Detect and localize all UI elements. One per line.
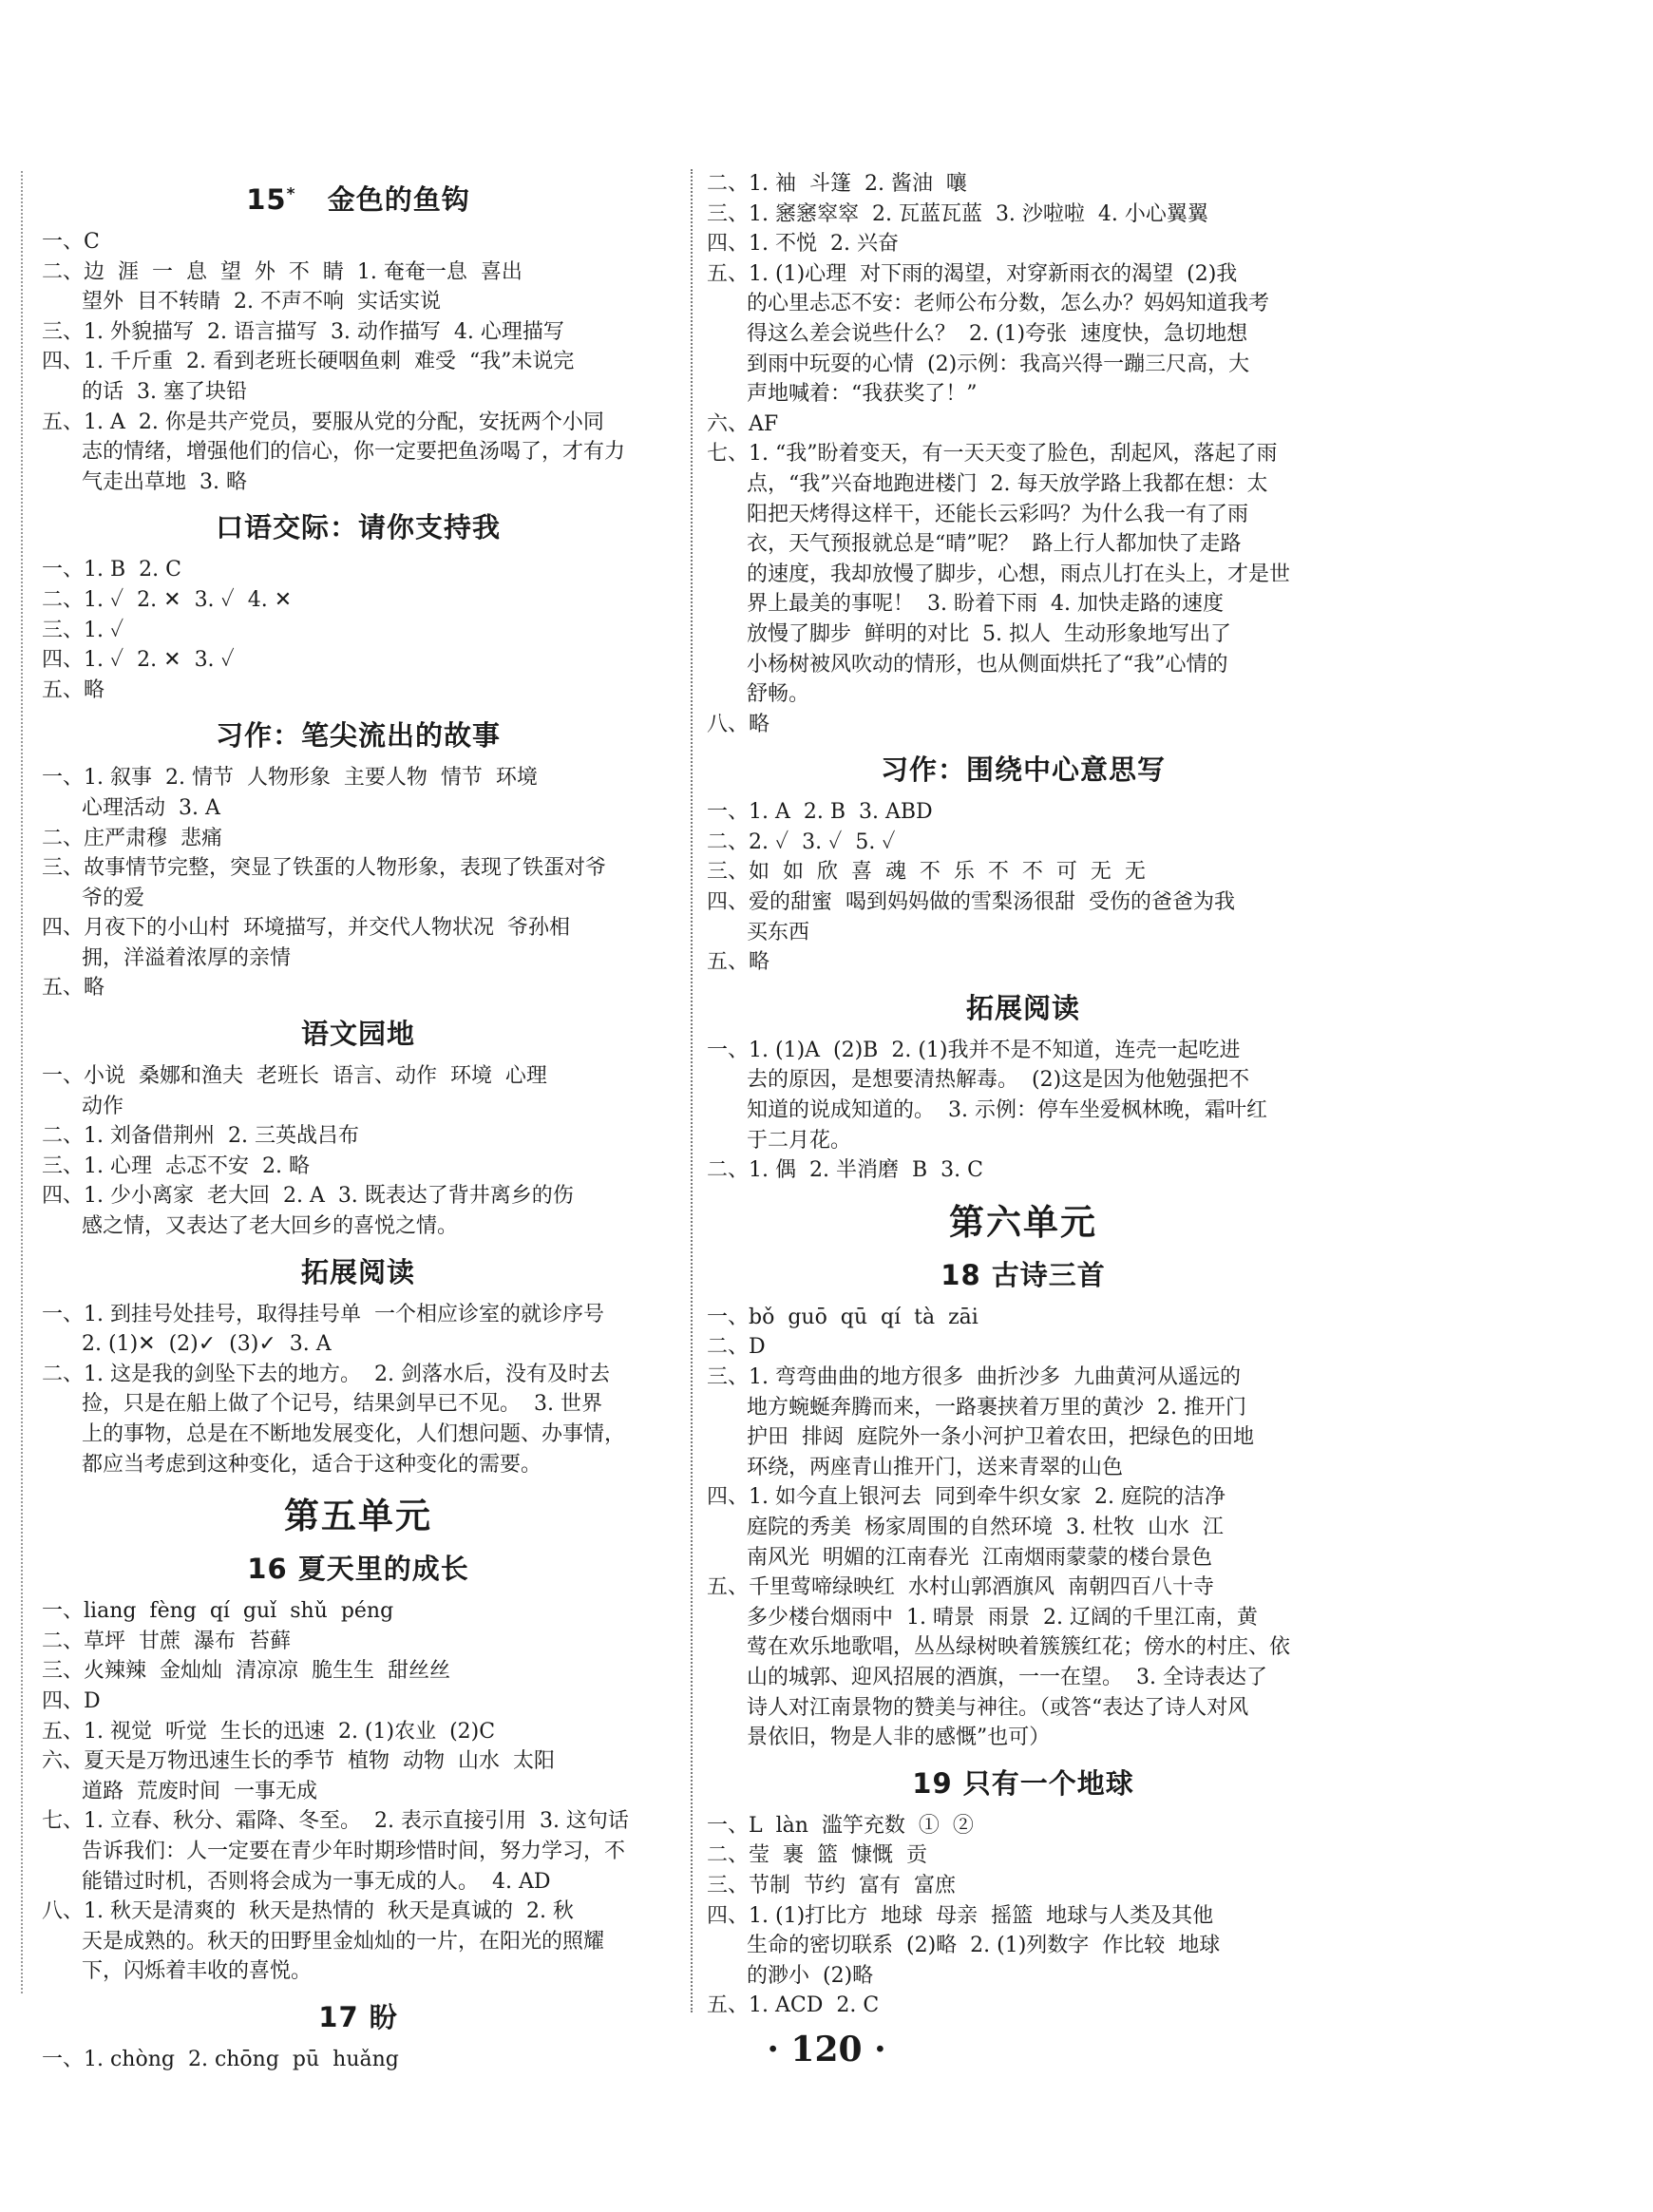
answer-line-continued: 到雨中玩耍的心情 (2)示例：我高兴得一蹦三尺高，大	[747, 352, 1250, 376]
answer-line: 三、节制 节约 富有 富庶	[707, 1873, 956, 1897]
answer-line-continued: 南风光 明媚的江南春光 江南烟雨蒙蒙的楼台景色	[747, 1545, 1212, 1570]
answer-line-continued: 的心里忐忑不安：老师公布分数，怎么办？妈妈知道我考	[747, 292, 1270, 316]
answer-line-continued: 告诉我们：人一定要在青少年时期珍惜时间，努力学习，不	[82, 1839, 626, 1863]
section-heading	[707, 987, 1340, 1026]
answer-line-continued: 都应当考虑到这种变化，适合于这种变化的需要。	[82, 1452, 542, 1477]
answer-line: 二、边 涯 一 息 望 外 不 睛 1. 奄奄一息 喜出	[42, 259, 522, 284]
answer-line: 八、1. 秋天是清爽的 秋天是热情的 秋天是真诚的 2. 秋	[42, 1899, 574, 1924]
answer-line: 二、D	[707, 1335, 766, 1360]
answer-line: 八、略	[707, 712, 770, 736]
section-heading-text: 15	[246, 183, 287, 216]
answer-line-continued: 气走出草地 3. 略	[82, 469, 247, 494]
answer-line-continued: 拥，洋溢着浓厚的亲情	[82, 945, 292, 970]
answer-line: 三、1. 弯弯曲曲的地方很多 曲折沙多 九曲黄河从遥远的	[707, 1365, 1241, 1389]
answer-line: 二、1. 袖 斗篷 2. 酱油 嚷	[707, 172, 967, 196]
answer-line-continued: 诗人对江南景物的赞美与神往。（或答“表达了诗人对风	[747, 1695, 1249, 1720]
answer-line-continued: 动作	[82, 1094, 124, 1118]
answer-line: 七、1. “我”盼着变天，有一天天变了脸色，刮起风，落起了雨	[707, 442, 1278, 467]
answer-line: 一、1. B 2. C	[42, 558, 181, 582]
answer-line-continued: 小杨树被风吹动的情形，也从侧面烘托了“我”心情的	[747, 652, 1228, 677]
section-heading-text: 拓展阅读	[300, 1255, 415, 1288]
answer-line: 一、C	[42, 230, 100, 254]
section-heading	[707, 1763, 1340, 1802]
answer-line: 四、1. 不悦 2. 兴奋	[707, 232, 899, 257]
section-heading	[42, 715, 674, 753]
answer-line-continued: 的速度，我却放慢了脚步，心想，雨点儿打在头上，才是世	[747, 562, 1291, 586]
answer-line: 六、夏天是万物迅速生长的季节 植物 动物 山水 太阳	[42, 1749, 555, 1774]
answer-line: 四、月夜下的小山村 环境描写，并交代人物状况 爷孙相	[42, 916, 570, 941]
answer-line-continued: 2. (1)✕ (2)✓ (3)✓ 3. A	[82, 1332, 332, 1357]
section-heading-text: 习作：围绕中心意思写	[880, 753, 1166, 787]
answer-line-continued: 上的事物，总是在不断地发展变化，人们想问题、办事情，	[82, 1422, 626, 1446]
answer-line-continued: 山的城郭、迎风招展的酒旗，一一在望。 3. 全诗表达了	[747, 1665, 1267, 1689]
answer-line: 一、1. (1)A (2)B 2. (1)我并不是不知道，连壳一起吃进	[707, 1038, 1241, 1062]
section-heading	[42, 506, 674, 545]
answer-line-continued: 舒畅。	[747, 682, 810, 707]
answer-line-continued: 感之情，又表达了老大回乡的喜悦之情。	[82, 1214, 459, 1239]
answer-line-continued: 环绕，两座青山推开门，送来青翠的山色	[747, 1455, 1124, 1479]
answer-line-continued: 衣，天气预报就总是“晴”呢？ 路上行人都加快了走路	[747, 532, 1242, 557]
answer-line: 七、1. 立春、秋分、霜降、冬至。 2. 表示直接引用 3. 这句话	[42, 1809, 629, 1834]
answer-line-continued: 阳把天烤得这样干，还能长云彩吗？为什么我一有了雨	[747, 502, 1249, 526]
answer-line: 五、1. A 2. 你是共产党员，要服从党的分配，安抚两个小同	[42, 410, 604, 434]
answer-line: 四、1. (1)打比方 地球 母亲 摇篮 地球与人类及其他	[707, 1903, 1214, 1928]
answer-line-continued: 于二月花。	[747, 1128, 852, 1153]
answer-line: 一、1. chòng 2. chōng pū huǎng	[42, 2047, 399, 2071]
answer-line: 五、1. ACD 2. C	[707, 1993, 880, 2018]
answer-line-continued: 界上最美的事呢！ 3. 盼着下雨 4. 加快走路的速度	[747, 592, 1224, 617]
column-divider	[691, 169, 693, 2012]
page-number: · 120 ·	[767, 2030, 886, 2069]
section-heading-text: 16 夏天里的成长	[247, 1553, 469, 1586]
answer-line: 三、故事情节完整，突显了铁蛋的人物形象，表现了铁蛋对爷	[42, 856, 607, 881]
heading-superscript: *	[286, 184, 296, 204]
section-heading-text: 18 古诗三首	[940, 1258, 1106, 1291]
section-heading-text: 拓展阅读	[965, 991, 1080, 1024]
answer-line-continued: 景依旧，物是人非的感慨”也可）	[747, 1726, 1051, 1750]
answer-line: 五、1. 视觉 听觉 生长的迅速 2. (1)农业 (2)C	[42, 1719, 496, 1744]
answer-line: 四、1. 少小离家 老大回 2. A 3. 既表达了背井离乡的伤	[42, 1184, 574, 1209]
answer-line: 二、莹 裹 篮 慷慨 贡	[707, 1843, 927, 1868]
answer-line: 三、1. ✓	[42, 618, 124, 642]
answer-line: 二、草坪 甘蔗 瀑布 苔藓	[42, 1629, 291, 1653]
answer-line: 一、1. A 2. B 3. ABD	[707, 800, 933, 825]
section-heading	[707, 1254, 1340, 1293]
left-column	[42, 169, 674, 2075]
section-heading-text: 语文园地	[300, 1018, 415, 1051]
section-heading-text: 19 只有一个地球	[912, 1766, 1134, 1800]
answer-line-continued: 志的情绪，增强他们的信心，你一定要把鱼汤喝了，才有力	[82, 440, 626, 465]
right-column	[707, 169, 1340, 2021]
answer-line: 二、庄严肃穆 悲痛	[42, 826, 222, 850]
section-heading	[42, 1251, 674, 1290]
section-heading-text: 习作：笔尖流出的故事	[215, 719, 501, 753]
answer-line: 五、千里莺啼绿映红 水村山郭酒旗风 南朝四百八十寺	[707, 1575, 1214, 1600]
section-heading	[42, 1013, 674, 1052]
answer-line: 一、1. 叙事 2. 情节 人物形象 主要人物 情节 环境	[42, 766, 538, 791]
answer-line-continued: 去的原因，是想要清热解毒。 (2)这是因为他勉强把不	[747, 1068, 1250, 1093]
answer-line: 四、爱的甜蜜 喝到妈妈做的雪梨汤很甜 受伤的爸爸为我	[707, 890, 1235, 915]
answer-line-continued: 放慢了脚步 鲜明的对比 5. 拟人 生动形象地写出了	[747, 621, 1231, 646]
answer-line-continued: 多少楼台烟雨中 1. 晴景 雨景 2. 辽阔的千里江南，黄	[747, 1605, 1258, 1630]
answer-line-continued: 护田 排闼 庭院外一条小河护卫着农田，把绿色的田地	[747, 1425, 1254, 1450]
answer-line: 五、略	[707, 950, 770, 975]
section-heading-text: 口语交际：请你支持我	[215, 511, 501, 544]
answer-line: 五、略	[42, 677, 105, 702]
answer-line: 一、liang fèng qí guǐ shǔ péng	[42, 1599, 394, 1624]
answer-line-continued: 的渺小 (2)略	[747, 1963, 874, 1988]
answer-line-continued: 得这么差会说些什么？ 2. (1)夸张 速度快，急切地想	[747, 321, 1248, 346]
answer-line-continued: 声地喊着：“我获奖了！”	[747, 382, 978, 407]
answer-line-continued: 点，“我”兴奋地跑进楼门 2. 每天放学路上我都在想：太	[747, 471, 1268, 496]
answer-line: 二、1. ✓ 2. ✕ 3. ✓ 4. ✕	[42, 587, 293, 612]
answer-line-continued: 捡，只是在船上做了个记号，结果剑早已不见。 3. 世界	[82, 1392, 602, 1417]
answer-line: 二、1. 刘备借荆州 2. 三英战吕布	[42, 1124, 359, 1149]
answer-line: 二、2. ✓ 3. ✓ 5. ✓	[707, 830, 896, 854]
answer-line-continued: 天是成熟的。秋天的田野里金灿灿的一片，在阳光的照耀	[82, 1929, 605, 1954]
section-heading	[42, 179, 674, 218]
answer-line: 四、1. 如今直上银河去 同到牵牛织女家 2. 庭院的洁净	[707, 1485, 1226, 1510]
answer-line: 一、1. 到挂号处挂号，取得挂号单 一个相应诊室的就诊序号	[42, 1302, 604, 1326]
answer-line-continued: 知道的说成知道的。 3. 示例：停车坐爱枫林晚，霜叶红	[747, 1098, 1267, 1123]
answer-line: 一、L làn 滥竽充数 ① ②	[707, 1813, 974, 1838]
unit-heading: 第五单元	[284, 1495, 432, 1537]
section-heading-title: 金色的鱼钩	[295, 183, 470, 216]
answer-line-continued: 庭院的秀美 杨家周围的自然环境 3. 杜牧 山水 江	[747, 1515, 1224, 1539]
answer-line: 三、1. 心理 忐忑不安 2. 略	[42, 1154, 310, 1178]
answer-line: 一、小说 桑娜和渔夫 老班长 语言、动作 环境 心理	[42, 1064, 547, 1089]
answer-line: 二、1. 偶 2. 半消磨 B 3. C	[707, 1158, 983, 1183]
answer-line: 五、1. (1)心理 对下雨的渴望，对穿新雨衣的渴望 (2)我	[707, 261, 1238, 286]
answer-line: 三、1. 窸窸窣窣 2. 瓦蓝瓦蓝 3. 沙啦啦 4. 小心翼翼	[707, 201, 1208, 226]
answer-line: 二、1. 这是我的剑坠下去的地方。 2. 剑落水后，没有及时去	[42, 1362, 610, 1386]
unit-heading: 第六单元	[949, 1200, 1097, 1243]
answer-line-continued: 心理活动 3. A	[82, 795, 220, 820]
answer-line: 四、1. ✓ 2. ✕ 3. ✓	[42, 648, 235, 673]
answer-line: 六、AF	[707, 411, 779, 436]
answer-line-continued: 下，闪烁着丰收的喜悦。	[82, 1959, 313, 1984]
section-heading	[707, 749, 1340, 788]
answer-line-continued: 的话 3. 塞了块铅	[82, 379, 247, 404]
answer-line-continued: 望外 目不转睛 2. 不声不响 实话实说	[82, 290, 441, 315]
answer-line: 四、D	[42, 1688, 101, 1713]
answer-line: 四、1. 千斤重 2. 看到老班长硬咽鱼刺 难受 “我”未说完	[42, 350, 575, 374]
section-heading-text: 17 盼	[318, 2000, 398, 2033]
answer-line-continued: 能错过时机，否则将会成为一事无成的人。 4. AD	[82, 1869, 551, 1894]
answer-line-continued: 地方蜿蜒奔腾而来，一路裹挟着万里的黄沙 2. 推开门	[747, 1395, 1246, 1420]
answer-line-continued: 莺在欢乐地歌唱，丛丛绿树映着簇簇红花；傍水的村庄、依	[747, 1635, 1291, 1660]
answer-line-continued: 买东西	[747, 920, 810, 944]
left-margin-dotted-line	[21, 171, 23, 1993]
section-heading	[42, 1548, 674, 1587]
answer-line: 五、略	[42, 976, 105, 1001]
answer-line: 三、火辣辣 金灿灿 清凉凉 脆生生 甜丝丝	[42, 1659, 450, 1684]
answer-line: 三、1. 外貌描写 2. 语言描写 3. 动作描写 4. 心理描写	[42, 319, 564, 344]
answer-line-continued: 生命的密切联系 (2)略 2. (1)列数字 作比较 地球	[747, 1934, 1221, 1958]
answer-line: 三、如 如 欣 喜 魂 不 乐 不 不 可 无 无	[707, 860, 1146, 885]
answer-line-continued: 道路 荒废时间 一事无成	[82, 1779, 317, 1803]
answer-line: 一、bǒ guō qū qí tà zāi	[707, 1305, 978, 1329]
answer-line-continued: 爷的爱	[82, 886, 145, 910]
